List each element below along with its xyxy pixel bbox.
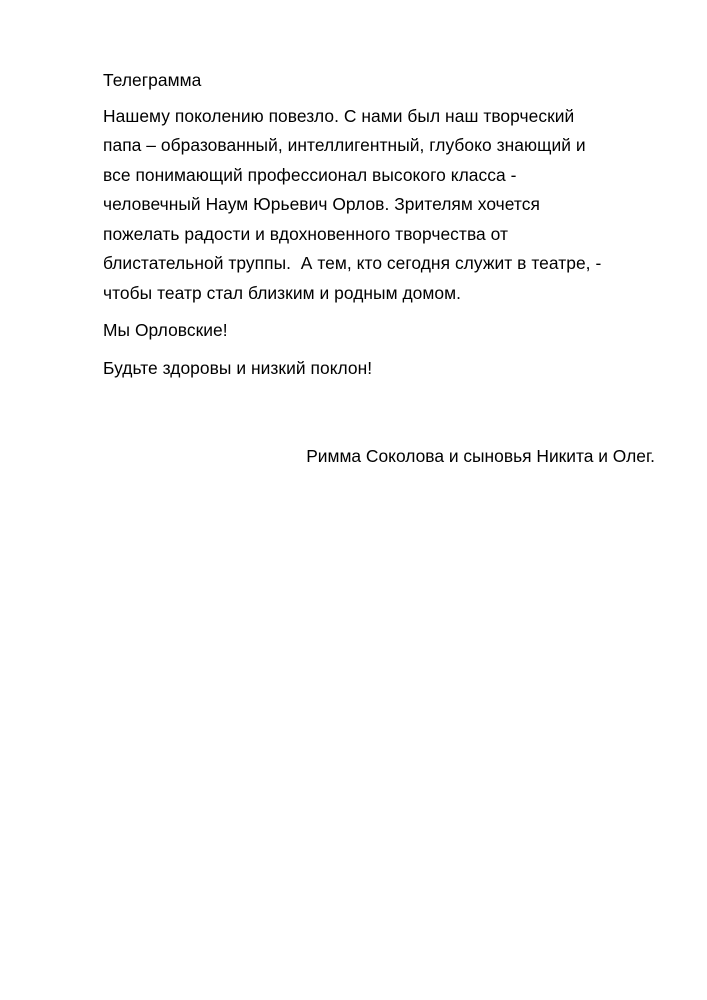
paragraph-line: все понимающий профессионал высокого класса - <box>103 164 517 185</box>
paragraph-line: пожелать радости и вдохновенного творчества от <box>103 223 508 244</box>
paragraph-line: Нашему поколению повезло. С нами был наш творческий <box>103 105 575 126</box>
paragraph-line: человечный Наум Юрьевич Орлов. Зрителям хочется <box>103 194 540 214</box>
paragraph-line: папа – образованный, интеллигентный, глубоко знающий и <box>103 135 586 155</box>
main-paragraph <box>103 102 663 309</box>
orlovskie-line: Мы Орловские! <box>103 320 228 340</box>
paragraph-line: чтобы театр стал близким и родным домом. <box>103 282 462 303</box>
paragraph-line: блистательной труппы. А тем, кто сегодня служит в театре, - <box>103 253 602 273</box>
telegram-text <box>103 66 663 391</box>
wishes-line: Будьте здоровы и низкий поклон! <box>103 357 373 378</box>
document-title: Телеграмма <box>103 70 202 90</box>
signature-line: Римма Соколова и сыновья Никита и Олег. <box>306 446 655 467</box>
